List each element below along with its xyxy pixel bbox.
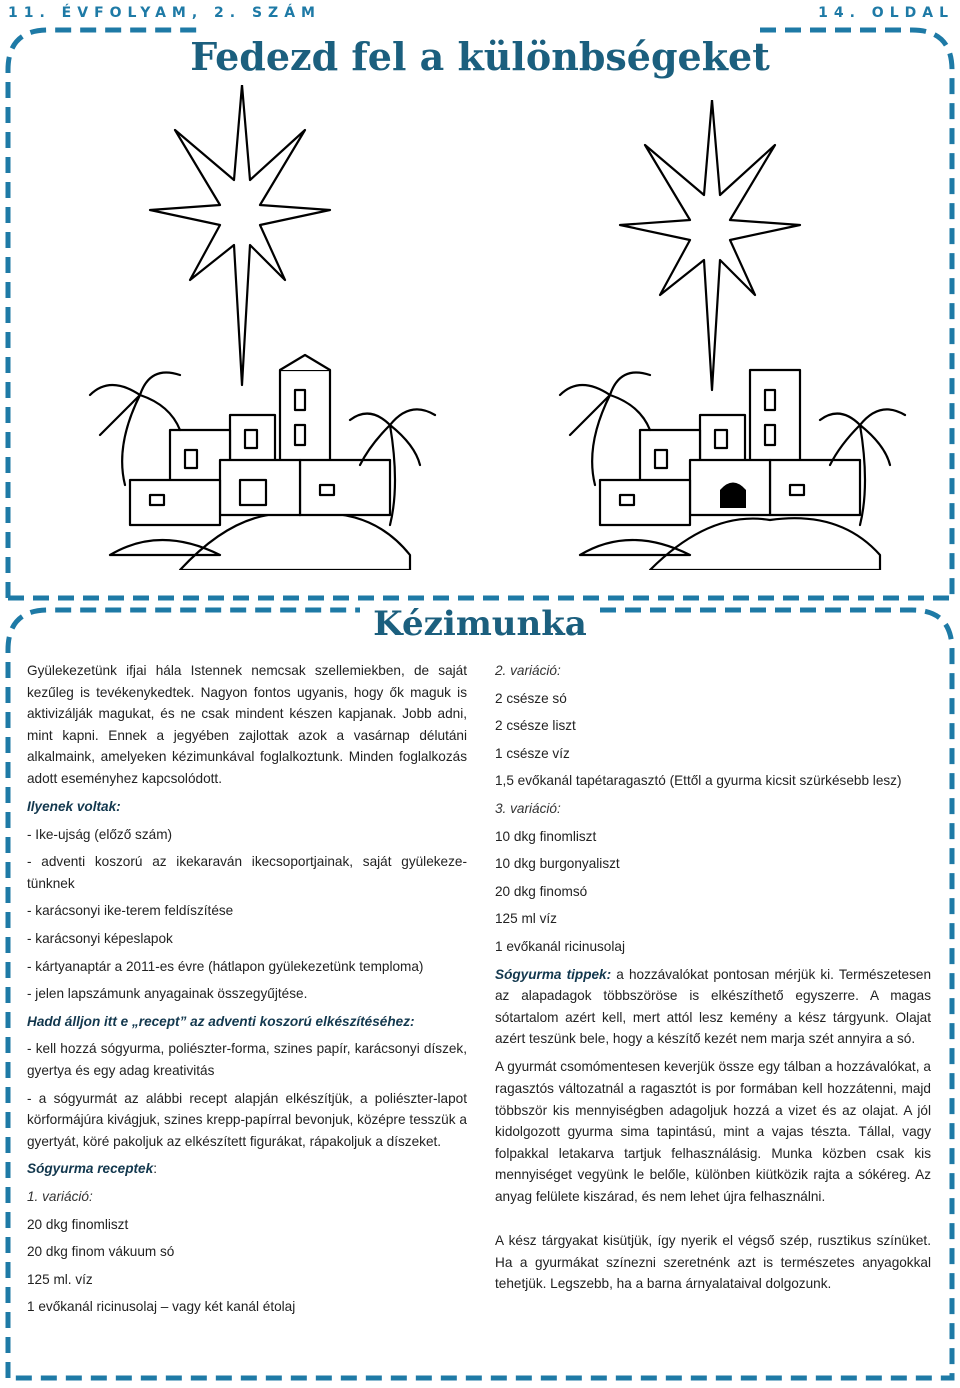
list-item: - adventi koszorú az ikekaraván ikecsoportjainak, saját gyülekeze-tünknek (27, 854, 467, 891)
star-illustration (150, 85, 330, 385)
list-heading: Ilyenek voltak: (27, 799, 121, 815)
list-item: - kártyanaptár a 2011-es évre (hátlapon gyülekezetünk temploma) (27, 958, 424, 974)
list-item: - karácsonyi ike-terem feldíszítése (27, 903, 234, 919)
spot-difference-picture-left (70, 85, 440, 570)
tips-paragraph (495, 964, 931, 1050)
tips-text: a hozzávalókat pontosan mérjük ki. Természetesen az alapadagok többszöröse is elkészíthető egyszerre. A magas sótartalom azért kell, mert attól lesz kemény a kész tárgyunk. Olajat azért teszünk bele, hogy a készítő kezét nem marja szét annyira a só. (495, 966, 932, 1047)
page-number-header: 14. OLDAL (818, 5, 954, 21)
recipes-heading: Sógyurma receptek: (27, 1161, 157, 1177)
tips-heading: Sógyurma tippek: (495, 966, 612, 982)
ingredient: 10 dkg finomliszt (495, 828, 597, 844)
spot-difference-picture-right (540, 100, 910, 570)
mixing-paragraph: A gyurmát csomómentesen keverjük össze egy tálban a hozzávalókat, a ragasztós változatnál a ragasztót is por formában kell hozzátenni, majd többször kis mennyiségben adagoljuk hozzá a vizet és az olajat. A jól kidolgozott gyurma sima tapintású, mint a vajas tészta. Tállal, vagy folpakkal letakarva tartjuk felhasználásig. Munka közben csak kis mennyiséget vegyünk le belőle, különben kiütközik rajta a sókéreg. Az anyag felülete kiszárad, és nem lehet újra felhasználni. (495, 1059, 931, 1204)
ingredient: 125 ml víz (495, 911, 557, 927)
recipe-heading: Hadd álljon itt e „recept” az adventi koszorú elkészítéséhez: (27, 1013, 415, 1029)
craft-left-column (27, 660, 467, 1324)
ingredient: 20 dkg finom vákuum só (27, 1244, 175, 1260)
star-illustration (620, 100, 800, 390)
puzzle-title: Fedezd fel a különbségeket (190, 34, 770, 79)
variation-label: 1. variáció: (27, 1188, 93, 1204)
list-item: - Ike-ujság (előző szám) (27, 826, 173, 842)
ingredient: 10 dkg burgonyaliszt (495, 856, 620, 872)
intro-paragraph: Gyülekezetünk ifjai hála Istennek nemcsak szellemiekben, de saját kezűleg is tevékenykedtek. Nagyon fontos ugyanis, hogy ők maguk is aktivizálják magukat, és ne csak mindent készen kapjanak. Jobb adni, mint kapni. Ennek a jegyében zajlottak azok a vasárnap délutáni alkalmaink, amelyeken kézimunkával foglalkoztunk. Minden foglalkozás adott eseményhez kapcsolódott. (27, 663, 467, 786)
issue-header: 11. ÉVFOLYAM, 2. SZÁM (8, 5, 321, 21)
ingredient: 2 csésze liszt (495, 718, 576, 734)
finishing-paragraph: A kész tárgyakat kisütjük, így nyerik el végső szép, rusztikus színüket. Ha a gyurmákat színezni szeretnénk azt is természetes anyagokkal tehetjük. Legszebb, ha a barna árnyalataival dolgozunk. (495, 1233, 931, 1292)
ingredient: 1 csésze víz (495, 745, 570, 761)
ingredient: 20 dkg finomsó (495, 883, 588, 899)
ingredient: 20 dkg finomliszt (27, 1216, 129, 1232)
ingredient: 1,5 evőkanál tapétaragasztó (Ettől a gyurma kicsit szürkésebb lesz) (495, 773, 902, 789)
craft-right-column (495, 660, 931, 1301)
list-item: - karácsonyi képeslapok (27, 931, 173, 947)
variation-label: 2. variáció: (495, 663, 561, 678)
city-illustration (560, 370, 905, 570)
ingredient: 2 csésze só (495, 690, 567, 706)
ingredient: 1 evőkanál ricinusolaj – vagy két kanál étolaj (27, 1299, 296, 1315)
craft-section-title: Kézimunka (373, 604, 587, 644)
recipe-step: - a sógyurmát az alábbi recept alapján elkészítjük, a poliészter-lapot körformájúra kivágjuk, szines krepp-papírral bevonjuk, középre tesszük a gyertyát, köré pakoljuk az elkészített figurákat, rápakoljuk a díszeket. (27, 1090, 467, 1149)
variation-label: 3. variáció: (495, 800, 561, 816)
recipe-step: - kell hozzá sógyurma, poliészter-forma, szines papír, karácsonyi díszek, gyertya és egy adag kreativitás (27, 1041, 467, 1078)
list-item: - jelen lapszámunk anyagainak összegyűjtése. (27, 986, 308, 1002)
city-illustration (90, 355, 435, 570)
ingredient: 125 ml. víz (27, 1271, 93, 1287)
ingredient: 1 evőkanál ricinusolaj (495, 938, 625, 954)
